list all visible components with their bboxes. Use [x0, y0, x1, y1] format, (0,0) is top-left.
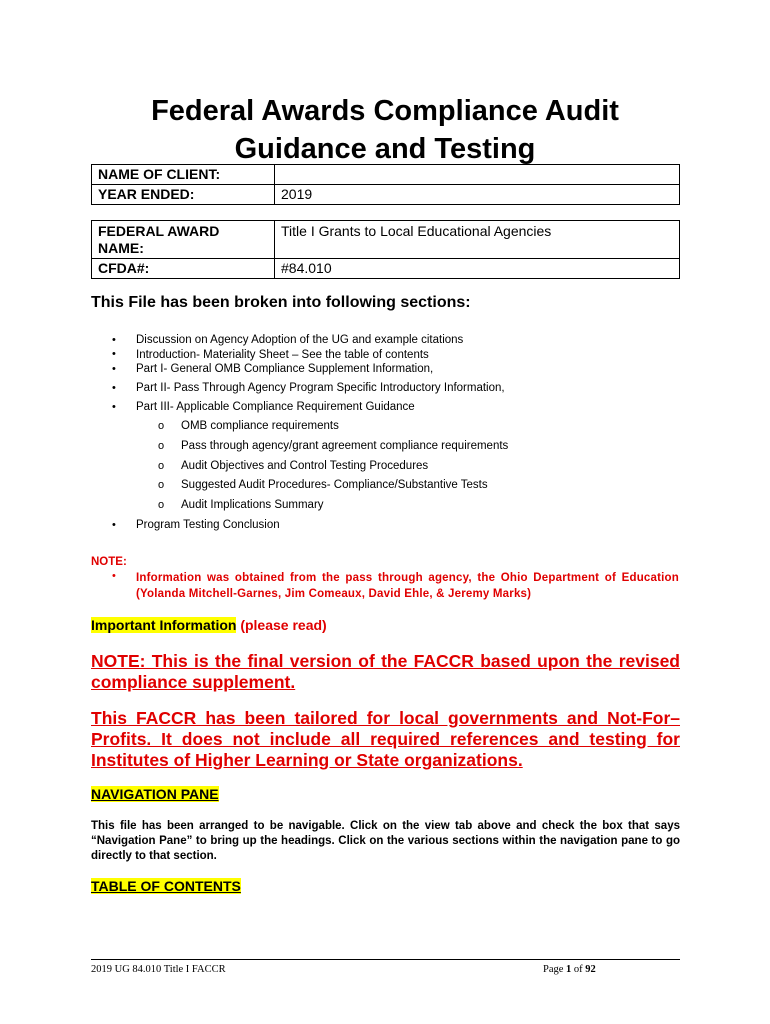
document-title	[90, 92, 680, 168]
sub-item-2: Pass through agency/grant agreement compliance requirements	[181, 440, 509, 452]
page-prefix: Page	[543, 964, 564, 975]
award-label: FEDERAL AWARD NAME:	[92, 221, 275, 259]
note-bullet-dot: •	[112, 570, 116, 582]
cfda-label: CFDA#:	[92, 259, 275, 279]
sub-item-5: Audit Implications Summary	[181, 499, 324, 511]
page-of: of	[573, 964, 583, 975]
client-row	[92, 165, 680, 185]
sub-bullet-marker: o	[158, 420, 165, 432]
tailored-notice: This FACCR has been tailored for local governments and Not-For–Profits. It does not include all required references and testing for Institutes of Higher Learning or State organizations.	[91, 708, 680, 770]
sub-bullet-marker: o	[158, 499, 165, 511]
bullet-dot: •	[112, 401, 116, 413]
note-text: Information was obtained from the pass through agency, the Ohio Department of Education (Yolanda Mitchell-Garnes, Jim Comeaux, David Ehle, & Jeremy Marks)	[136, 572, 679, 600]
section-item-1: Discussion on Agency Adoption of the UG and example citations	[136, 334, 464, 346]
section-item-3: Part I- General OMB Compliance Supplement Information,	[136, 363, 434, 375]
bullet-dot: •	[112, 348, 116, 360]
sections-heading: This File has been broken into following sections:	[91, 294, 471, 311]
bullet-dot: •	[112, 334, 116, 346]
award-table	[91, 220, 680, 279]
title-line-2: Guidance and Testing	[234, 133, 536, 165]
sub-item-1: OMB compliance requirements	[181, 420, 339, 432]
year-row	[92, 185, 680, 205]
section-item-6: Program Testing Conclusion	[136, 519, 280, 531]
bullet-dot: •	[112, 363, 116, 375]
footer-page-number	[543, 964, 596, 975]
important-info	[91, 617, 327, 633]
client-label: NAME OF CLIENT:	[92, 165, 275, 185]
page-current: 1	[566, 964, 572, 975]
sub-bullet-marker: o	[158, 440, 165, 452]
section-item-2: Introduction- Materiality Sheet – See the table of contents	[136, 349, 429, 361]
footer-doc-name: 2019 UG 84.010 Title I FACCR	[91, 964, 226, 975]
bullet-dot: •	[112, 382, 116, 394]
footer-divider	[91, 959, 680, 960]
award-row	[92, 221, 680, 259]
sub-bullet-marker: o	[158, 479, 165, 491]
client-table	[91, 164, 680, 205]
cfda-row	[92, 259, 680, 279]
client-value	[275, 165, 680, 185]
cfda-value: #84.010	[275, 259, 680, 279]
section-item-5: Part III- Applicable Compliance Requirement Guidance	[136, 401, 415, 413]
year-value: 2019	[275, 185, 680, 205]
award-value: Title I Grants to Local Educational Agencies	[275, 221, 680, 259]
sub-item-4: Suggested Audit Procedures- Compliance/Substantive Tests	[181, 479, 488, 491]
final-version-notice: NOTE: This is the final version of the FACCR based upon the revised compliance supplement.	[91, 651, 680, 692]
sub-item-3: Audit Objectives and Control Testing Procedures	[181, 460, 429, 472]
year-label: YEAR ENDED:	[92, 185, 275, 205]
title-line-1: Federal Awards Compliance Audit	[151, 95, 619, 127]
page-total: 92	[585, 964, 596, 975]
sub-bullet-marker: o	[158, 460, 165, 472]
navigation-heading: NAVIGATION PANE	[91, 786, 219, 802]
section-item-4: Part II- Pass Through Agency Program Specific Introductory Information,	[136, 382, 505, 394]
important-label: Important Information	[91, 617, 237, 633]
important-suffix: (please read)	[240, 617, 327, 633]
bullet-dot: •	[112, 519, 116, 531]
toc-heading: TABLE OF CONTENTS	[91, 878, 241, 894]
navigation-text: This file has been arranged to be navigable. Click on the view tab above and check the box that says “Navigation Pane” to bring up the headings. Click on the various sections within the navigation pane to go directly to that section.	[91, 820, 680, 862]
note-label: NOTE:	[91, 556, 127, 568]
